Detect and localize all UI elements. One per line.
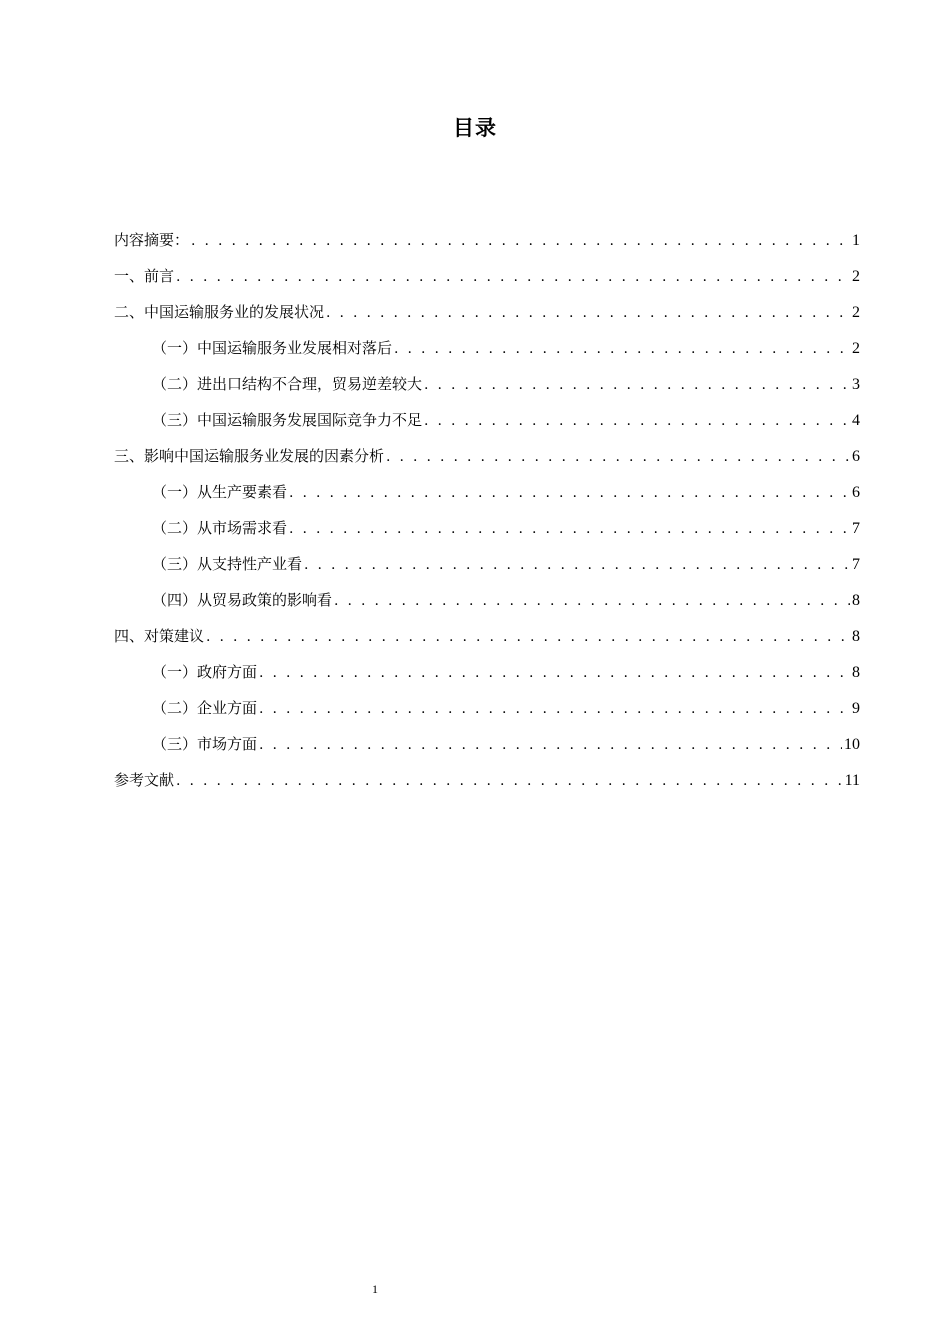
- toc-dot-leader: [259, 727, 842, 763]
- toc-dot-leader: [424, 367, 850, 403]
- toc-subentry[interactable]: [114, 330, 860, 366]
- toc-entry-text: （三）市场方面: [152, 735, 258, 753]
- toc-dot-leader: [326, 295, 850, 331]
- toc-dot-leader: [206, 619, 850, 655]
- toc-entry-text: （一）中国运输服务业发展相对落后: [152, 339, 393, 357]
- toc-entry-text: （四）从贸易政策的影响看: [152, 591, 333, 609]
- toc-page-number: 8: [852, 664, 860, 681]
- toc-page-number: 1: [852, 232, 860, 249]
- toc-page-number: 8: [852, 628, 860, 645]
- toc-dot-leader: [334, 583, 850, 619]
- toc-dot-leader: [191, 223, 850, 259]
- toc-page-number: 4: [852, 412, 860, 429]
- toc-page-number: 6: [852, 484, 860, 501]
- toc-page-number: 10: [844, 736, 860, 753]
- toc-page-number: 7: [852, 556, 860, 573]
- toc-entry-text: （二）进出口结构不合理，贸易逆差较大: [152, 375, 423, 393]
- toc-page-number: 8: [852, 592, 860, 609]
- toc-entry-text: 参考文献: [114, 771, 175, 789]
- toc-subentry[interactable]: [114, 402, 860, 438]
- toc-page-number: 7: [852, 520, 860, 537]
- toc-page-number: 2: [852, 268, 860, 285]
- toc-page-number: 6: [852, 448, 860, 465]
- toc-entry-text: （二）企业方面: [152, 699, 258, 717]
- toc-entry[interactable]: [114, 762, 860, 798]
- toc-dot-leader: [394, 331, 850, 367]
- toc-dot-leader: [259, 655, 850, 691]
- toc-dot-leader: [386, 439, 850, 475]
- toc-subentry[interactable]: [114, 474, 860, 510]
- toc-entry[interactable]: [114, 618, 860, 654]
- toc-entry-text: （三）中国运输服务发展国际竞争力不足: [152, 411, 423, 429]
- toc-entry-text: （一）从生产要素看: [152, 483, 288, 501]
- toc-entry-text: 三、影响中国运输服务业发展的因素分析: [114, 447, 385, 465]
- toc-dot-leader: [176, 259, 850, 295]
- table-of-contents: [114, 222, 860, 798]
- toc-dot-leader: [176, 763, 843, 799]
- toc-page-number: 3: [852, 376, 860, 393]
- toc-subentry[interactable]: [114, 546, 860, 582]
- page-title: 目录: [453, 116, 497, 140]
- toc-dot-leader: [259, 691, 850, 727]
- toc-subentry[interactable]: [114, 654, 860, 690]
- toc-dot-leader: [289, 475, 850, 511]
- toc-page-number: 2: [852, 340, 860, 357]
- toc-entry-text: （二）从市场需求看: [152, 519, 288, 537]
- toc-entry[interactable]: [114, 222, 860, 258]
- toc-entry[interactable]: [114, 258, 860, 294]
- footer-page-number: 1: [372, 1282, 378, 1296]
- toc-subentry[interactable]: [114, 366, 860, 402]
- toc-entry[interactable]: [114, 438, 860, 474]
- toc-subentry[interactable]: [114, 726, 860, 762]
- toc-entry-text: 四、对策建议: [114, 627, 205, 645]
- toc-page-number: 11: [844, 772, 860, 789]
- toc-entry[interactable]: [114, 294, 860, 330]
- toc-entry-text: 内容摘要：: [114, 231, 190, 249]
- toc-page-number: 2: [852, 304, 860, 321]
- toc-dot-leader: [424, 403, 850, 439]
- toc-subentry[interactable]: [114, 582, 860, 618]
- toc-page-number: 9: [852, 700, 860, 717]
- toc-dot-leader: [289, 511, 850, 547]
- toc-entry-text: 二、中国运输服务业的发展状况: [114, 303, 325, 321]
- toc-subentry[interactable]: [114, 510, 860, 546]
- toc-dot-leader: [304, 547, 850, 583]
- toc-subentry[interactable]: [114, 690, 860, 726]
- toc-entry-text: （三）从支持性产业看: [152, 555, 303, 573]
- toc-entry-text: （一）政府方面: [152, 663, 258, 681]
- toc-entry-text: 一、前言: [114, 267, 175, 285]
